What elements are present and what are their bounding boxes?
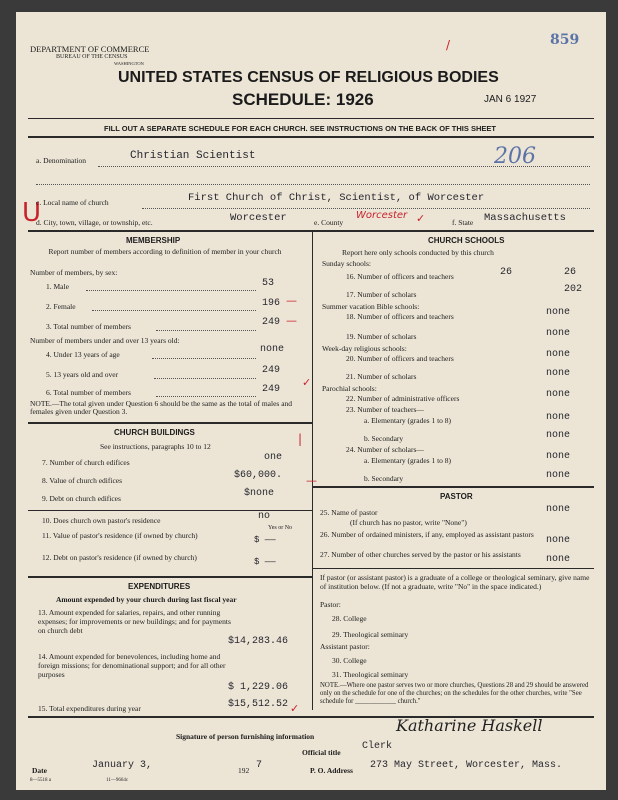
signature-label: Signature of person furnishing information — [176, 732, 315, 741]
signature: Katharine Haskell — [396, 716, 543, 735]
q13-label: 13. Amount expended for salaries, repairs, and other running expenses; for improvements or new buildings; and for payments on church debt — [38, 608, 231, 635]
print-code: 11—9664c — [106, 778, 129, 783]
official-title-label: Official title — [302, 748, 341, 757]
q24-label: 24. Number of scholars— — [346, 445, 424, 454]
q2-label: 2. Female — [46, 302, 76, 311]
address-label: P. O. Address — [310, 766, 353, 775]
q6-value: 249 — [262, 384, 281, 395]
year-prefix: 192 — [238, 766, 250, 775]
q12-label: 12. Debt on pastor's residence (if owned by church) — [42, 553, 197, 562]
q5-value: 249 — [262, 365, 281, 376]
census-form — [16, 12, 606, 790]
q25-hint: (If church has no pastor, write "None") — [350, 518, 467, 527]
q21-value: none — [546, 368, 571, 379]
check-mark: ✓ — [302, 376, 312, 389]
q20-label: 20. Number of officers and teachers — [346, 354, 454, 363]
q15-label: 15. Total expenditures during year — [38, 704, 141, 713]
assistant-label: Assistant pastor: — [320, 642, 370, 651]
check-mark: — — [286, 294, 297, 307]
check-mark: ✓ — [290, 702, 300, 715]
q17-label: 17. Number of scholars — [346, 290, 417, 299]
vacation-label: Summer vacation Bible schools: — [322, 302, 420, 311]
q19-value: none — [546, 328, 571, 339]
check-mark: — — [286, 314, 297, 327]
q25-value: none — [546, 504, 571, 515]
q4-value: none — [260, 344, 285, 355]
check-mark: — — [306, 474, 317, 487]
handwritten-code: 206 — [494, 144, 536, 169]
state-value: Massachusetts — [484, 212, 566, 224]
q20-value: none — [546, 349, 571, 360]
q27-label: 27. Number of other churches served by the pastor or his assistants — [320, 550, 521, 559]
q5-label: 5. 13 years old and over — [46, 370, 119, 379]
q23b-value: none — [546, 430, 571, 441]
department-label: DEPARTMENT OF COMMERCE — [30, 44, 150, 54]
form-code: 8—5518 a — [30, 778, 51, 783]
q13-value: $14,283.46 — [228, 636, 289, 647]
check-mark: ✓ — [416, 212, 426, 225]
q23a-label: a. Elementary (grades 1 to 8) — [364, 416, 452, 425]
q22-value: none — [546, 389, 571, 400]
pastor-label: Pastor: — [320, 600, 341, 609]
date-stamp: JAN 6 1927 — [484, 94, 537, 105]
county-value: Worcester — [356, 210, 408, 221]
age-label: Number of members under and over 13 years old: — [30, 336, 180, 345]
pastor-note: NOTE.—Where one pastor serves two or more churches, Questions 28 and 29 should be answered only on the schedule for one of the churches; on the schedules for the other churches, write "See schedule for ____________ church." — [320, 682, 589, 705]
official-title-value: Clerk — [362, 741, 393, 752]
q14-value: $ 1,229.06 — [228, 682, 289, 693]
q1-label: 1. Male — [46, 282, 69, 291]
q15-value: $15,512.52 — [228, 699, 289, 710]
expenditures-title: EXPENDITURES — [128, 582, 191, 591]
q22-label: 22. Number of administrative officers — [346, 394, 460, 403]
weekday-label: Week-day religious schools: — [322, 344, 407, 353]
q8-value: $60,000. — [234, 470, 283, 481]
q30-label: 30. College — [332, 656, 367, 665]
parochial-label: Parochial schools: — [322, 384, 377, 393]
q12-value: $ —— — [254, 557, 276, 567]
q16-value-dup: 26 — [564, 267, 577, 278]
county-label: e. County — [314, 218, 344, 227]
instruction-banner: FILL OUT A SEPARATE SCHEDULE FOR EACH CHURCH. SEE INSTRUCTIONS ON THE BACK OF THIS SHEET — [104, 124, 496, 133]
q18-label: 18. Number of officers and teachers — [346, 312, 454, 321]
local-name-label: c. Local name of church — [36, 198, 109, 207]
q10-label: 10. Does church own pastor's residence — [42, 516, 161, 525]
margin-mark: U — [22, 198, 42, 228]
city-label: WASHINGTON — [114, 61, 144, 66]
q16-value: 26 — [500, 267, 513, 278]
q27-value: none — [546, 554, 571, 565]
q29-label: 29. Theological seminary — [332, 630, 409, 639]
membership-subtitle: Report number of members according to definition of member in your church — [48, 247, 282, 256]
q2-value: 196 — [262, 298, 281, 309]
q3-label: 3. Total number of members — [46, 322, 131, 331]
local-name-value: First Church of Christ, Scientist, of Worcester — [188, 192, 485, 204]
date-label: Date — [32, 766, 47, 775]
q21-label: 21. Number of scholars — [346, 372, 417, 381]
q1-value: 53 — [262, 278, 275, 289]
q6-label: 6. Total number of members — [46, 388, 131, 397]
q9-value: $none — [244, 488, 275, 499]
bureau-label: BUREAU OF THE CENSUS — [56, 54, 128, 60]
q9-label: 9. Debt on church edifices — [42, 494, 121, 503]
membership-note: NOTE.—The total given under Question 6 should be the same as the total of males and females given under Question 3. — [30, 399, 293, 416]
q19-label: 19. Number of scholars — [346, 332, 417, 341]
q18-value: none — [546, 307, 571, 318]
college-note: If pastor (or assistant pastor) is a graduate of a college or theological seminary, give name of institution below. (If not a graduate, write "No" in the space indicated.) — [320, 573, 590, 591]
q24b-label: b. Secondary — [364, 474, 404, 483]
form-title: UNITED STATES CENSUS OF RELIGIOUS BODIES — [118, 69, 499, 86]
q31-label: 31. Theological seminary — [332, 670, 409, 679]
check-mark: | — [298, 432, 303, 446]
q10-value: no — [258, 511, 271, 522]
q11-label: 11. Value of pastor's residence (if owned by church) — [42, 531, 198, 540]
q23-label: 23. Number of teachers— — [346, 405, 424, 414]
q4-label: 4. Under 13 years of age — [46, 350, 120, 359]
q3-value: 249 — [262, 317, 281, 328]
date-value: January 3, — [92, 760, 153, 771]
q25-label: 25. Name of pastor — [320, 508, 378, 517]
yes-no-hint: Yes or No — [268, 525, 293, 531]
q26-label: 26. Number of ordained ministers, if any, employed as assistant pastors — [320, 530, 534, 539]
city-value: Worcester — [230, 212, 287, 224]
by-sex-label: Number of members, by sex: — [30, 268, 118, 277]
schedule-title: SCHEDULE: 1926 — [232, 90, 374, 109]
q7-label: 7. Number of church edifices — [42, 458, 130, 467]
q14-label: 14. Amount expended for benevolences, including home and foreign missions; for denominational support; and for all other purposes — [38, 652, 226, 679]
city-field-label: d. City, town, village, or township, etc. — [36, 218, 153, 227]
q23a-value: none — [546, 412, 571, 423]
denomination-value: Christian Scientist — [130, 150, 256, 162]
address-value: 273 May Street, Worcester, Mass. — [370, 760, 563, 771]
q26-value: none — [546, 535, 571, 546]
q28-label: 28. College — [332, 614, 367, 623]
q7-value: one — [264, 452, 283, 463]
q17-value: 202 — [564, 284, 583, 295]
buildings-title: CHURCH BUILDINGS — [114, 428, 195, 437]
pastor-title: PASTOR — [440, 492, 473, 501]
denomination-label: a. Denomination — [36, 156, 86, 165]
year-suffix: 7 — [256, 760, 263, 771]
form-number: 859 — [550, 32, 580, 48]
q23b-label: b. Secondary — [364, 434, 404, 443]
sunday-label: Sunday schools: — [322, 259, 371, 268]
q11-value: $ —— — [254, 535, 276, 545]
q24b-value: none — [546, 470, 571, 481]
schools-title: CHURCH SCHOOLS — [428, 236, 505, 245]
membership-title: MEMBERSHIP — [126, 236, 181, 245]
schools-subtitle: Report here only schools conducted by this church — [342, 248, 494, 257]
q24a-value: none — [546, 451, 571, 462]
q8-label: 8. Value of church edifices — [42, 476, 123, 485]
buildings-subtitle: See instructions, paragraphs 10 to 12 — [100, 442, 211, 451]
state-label: f. State — [452, 218, 474, 227]
red-tick: / — [446, 38, 451, 52]
q16-label: 16. Number of officers and teachers — [346, 272, 454, 281]
q24a-label: a. Elementary (grades 1 to 8) — [364, 456, 452, 465]
expenditures-subtitle: Amount expended by your church during last fiscal year — [56, 595, 237, 604]
